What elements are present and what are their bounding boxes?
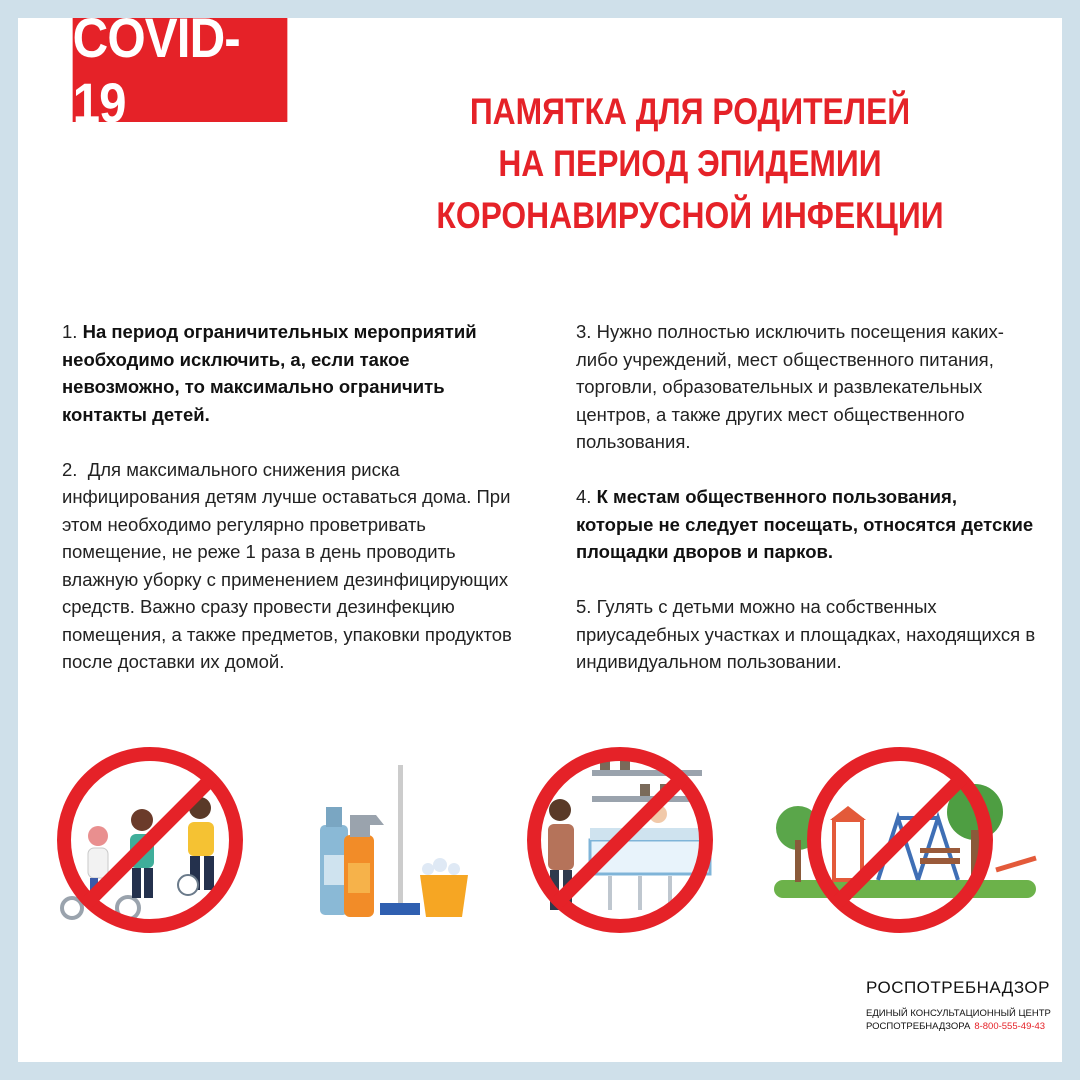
item-3 <box>576 318 1036 456</box>
item-2 <box>62 456 532 676</box>
item-5-num: 5. <box>576 596 592 617</box>
hotline-phone[interactable]: 8-800-555-49-43 <box>974 1021 1046 1032</box>
no-cafe-icon <box>520 740 720 940</box>
footer-line-1: ЕДИНЫЙ КОНСУЛЬТАЦИОННЫЙ ЦЕНТР <box>866 1008 1051 1019</box>
item-4-num: 4. <box>576 486 592 507</box>
item-4-bold-2: детские площадки дворов и парков. <box>576 513 1034 562</box>
item-1 <box>62 318 532 428</box>
title-line-2: НА ПЕРИОД ЭПИДЕМИИ <box>498 143 882 184</box>
item-1-num: 1. <box>62 321 78 342</box>
no-playground-icon <box>770 740 1040 940</box>
covid-badge <box>72 6 288 134</box>
item-2-num: 2. <box>62 458 78 480</box>
item-5 <box>576 593 1036 676</box>
item-4-bold-1: К местам общественного пользования, которые не следует посещать, <box>576 486 957 535</box>
left-column <box>62 318 532 703</box>
item-4-normal: относятся <box>863 513 957 535</box>
item-1-bold: На период ограничительных мероприятий необходимо исключить, а, если такое невозможно, то максимально ограничить контакты детей. <box>62 321 477 425</box>
page-title <box>389 86 991 242</box>
cleaning-supplies-icon <box>310 765 480 925</box>
item-2-text: Для максимального снижения риска инфицирования детям лучше оставаться дома. При этом необходимо регулярно проветривать помещение, не реже 1 раза в день проводить влажную уборку с применением дезинфицирующих средств. Важно сразу провести дезинфекцию помещения, а также предметов, упаковки продуктов после доставки их домой. <box>62 458 512 672</box>
footer-line-2 <box>866 1021 1045 1032</box>
badge-label: COVID-19 <box>72 6 240 134</box>
illustrations-row <box>0 740 1080 950</box>
item-4 <box>576 483 1036 566</box>
title-line-3: КОРОНАВИРУСНОЙ ИНФЕКЦИИ <box>436 195 944 236</box>
item-3-text: Нужно полностью исключить посещения каких-либо учреждений, мест общественного питания, торговли, образовательных и развлекательных центров, а также других мест общественного пользования. <box>576 321 1004 452</box>
item-5-text: Гулять с детьми можно на собственных приусадебных участках и площадках, находящихся в индивидуальном пользовании. <box>576 596 1036 672</box>
item-3-num: 3. <box>576 321 592 342</box>
footer-line-2-text: РОСПОТРЕБНАДЗОРА <box>866 1021 971 1032</box>
title-line-1: ПАМЯТКА ДЛЯ РОДИТЕЛЕЙ <box>469 91 911 132</box>
right-column <box>576 318 1036 703</box>
org-logo-text: РОСПОТРЕБНАДЗОР <box>866 978 1050 997</box>
no-children-play-icon <box>50 740 250 940</box>
